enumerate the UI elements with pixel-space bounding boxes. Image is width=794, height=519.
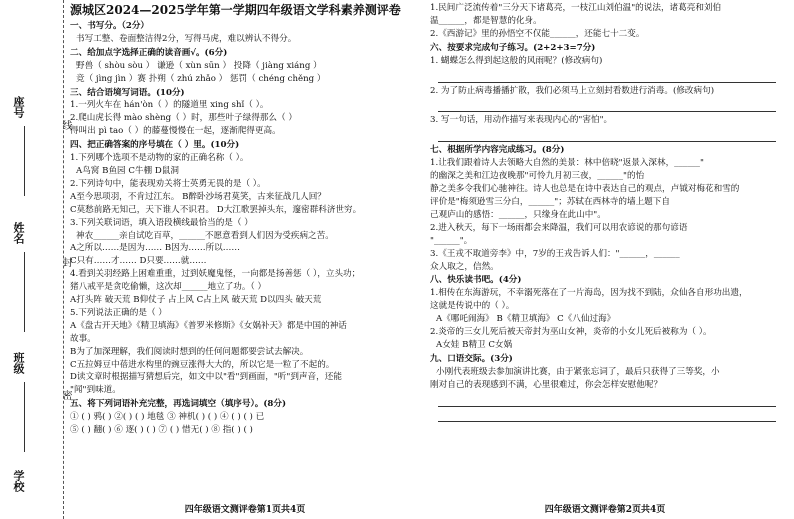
class-line [24, 382, 25, 452]
seal-mark-feng: 封 [60, 257, 71, 267]
section-9-heading: 九、口语交际。(3分) [430, 353, 513, 364]
section-4-q3-passage: 神农______亲自试吃百草，______不愿意看到人们因为受疾病之苦。 [76, 230, 334, 241]
page-1-footer: 四年级语文测评卷第1页共4页 [184, 505, 306, 515]
seat-line [24, 126, 25, 196]
section-4-q2-options-ab: A至今思项羽，不肯过江东。 B醉卧沙场君莫笑，古来征战几人回？ [70, 191, 326, 202]
section-4-q3-options-cd: C只有……才…… D只要……就…… [70, 256, 207, 267]
answer-line-6-2[interactable] [438, 100, 776, 112]
seal-mark-xian: 线 [60, 120, 71, 130]
name-label: 姓名 [12, 222, 25, 244]
section-1-heading: 一、书写分。（2分） [70, 21, 150, 31]
fill-q1: 1.民间广泛流传着"三分天下诸葛亮，一枝江山刘伯温"的说法，诸葛亮和刘伯 [430, 3, 722, 13]
page-1-column [70, 2, 420, 437]
section-4-q4: 4.看到关羽经路上困难重重，过到妖魔鬼怪，一向都是扬善惩（ ），立头功； [70, 269, 361, 280]
answer-line-6-3[interactable] [438, 130, 776, 142]
section-4-q3: 3.下列关联词语，填入语段横线最恰当的是（ ） [70, 217, 253, 228]
section-3-heading: 三、结合语境写词语。(10分) [70, 87, 185, 98]
page-2-footer: 四年级语文测评卷第2页共4页 [544, 505, 666, 515]
section-4-q1: 1.下列哪个选项不是动物的家的正确名称（ ）。 [70, 153, 249, 164]
seal-mark-mi: 密 [60, 390, 71, 400]
section-6-q2: 2. 为了防止病毒播播扩散，我们必须马上立刻封看数进行消毒。(修改病句) [430, 85, 715, 96]
section-9-body: 小刚代表班级去参加演讲比赛，由于紧张忘词了，最后只获得了三等奖，小 [436, 366, 720, 377]
section-4-q5: 5.下列说法正确的是（ ） [70, 307, 167, 318]
section-7-q3-b: 众人取之，信然。 [430, 261, 499, 272]
page-2-column [430, 2, 786, 424]
section-7-q1-e: 己观庐山的感悟：______，只缘身在此山中"。 [430, 209, 606, 220]
section-4-q4-cont: 猪八戒平是贪吃偷懒，这次却______地立了功。（ ） [70, 282, 267, 293]
section-4-q5-option-d-cont: "闻"到味道。 [70, 385, 121, 396]
section-4-q5-option-b: B为了加深理解，我们阅读时想到的任何问题都要尝试去解决。 [70, 346, 309, 357]
answer-line-6-1[interactable] [438, 71, 776, 83]
seat-label: 座号 [12, 96, 25, 118]
exam-title: 源城区2024—2025学年第一学期四年级语文学科素养测评卷 [70, 3, 401, 17]
section-6-q1: 1. 蝴蝶怎么得到起这般的风雨呢？(修改病句) [430, 55, 603, 66]
section-4-q5-option-d: D读文章时根据描写猜想后完，如文中以"看"到画面，"听"到声音，还能 [70, 372, 342, 383]
name-line [24, 252, 25, 332]
section-8-q1-options: A《哪吒闹海》 B《精卫填海》 C《八仙过海》 [436, 314, 616, 325]
section-7-q1-b: 的幽深之美和江边夜晚那"可怜九月初三夜，______"的怡 [430, 171, 645, 182]
section-3-q2: 2.爬山虎长得 mào shèng（ ）时，那些叶子绿得那么（ ） [70, 113, 297, 124]
answer-line-9-2[interactable] [438, 410, 776, 422]
section-4-q2: 2.下列诗句中，能表现劝关将士英勇无畏的是（ ）。 [70, 178, 266, 189]
section-4-q1-options: A鸟窝 B鱼园 C牛棚 D鼠洞 [76, 165, 179, 176]
section-8-heading: 八、快乐读书吧。(4分) [430, 275, 522, 286]
section-4-q3-options-ab: A之所以……是因为…… B因为……所以…… [70, 243, 240, 254]
section-4-q5-option-a-cont: 故事。 [70, 333, 96, 344]
seal-dashed-line [63, 0, 64, 519]
idiom-row-2: ⑤ ( ) 翻( ) ⑥ 逐( ) ( ) ⑦ ( ) 惜无( ) ⑧ 指( ) ( ) [70, 425, 253, 436]
section-4-q5-option-c: C五拉姆豆中蓓进水构里的豌豆涨得大大的，所以它是一粒了不起的。 [70, 359, 335, 370]
section-4-q4-options: A打头阵 破天荒 B仰仗子 占上风 C占上风 破天荒 D以四头 破天荒 [70, 295, 322, 306]
pinyin-row-1: 野兽（ shòu sòu ） 谦逊（ xùn sūn ） 投降（ jiàng xiáng ） [76, 60, 322, 71]
section-7-q2: 2.进入秋天，每下一场雨都会来降温，我们可以用农谚说的那句谚语 [430, 222, 688, 233]
section-1-body: 书写工整、卷面整洁得2分，写得马虎，难以辨认不得分。 [76, 33, 297, 44]
section-8-q1: 1.相传在东海游玩，不幸溺死落在了一片海岛，因为找不到陆，众仙各自形功出遗， [430, 288, 748, 299]
section-2-heading: 二、给加点字选择正确的读音画√。(6分) [70, 47, 228, 58]
answer-line-9-1[interactable] [438, 395, 776, 407]
section-7-q3: 3.《王戎不取道旁李》中，7岁的王戎告诉人们："______，______ [430, 248, 680, 259]
section-4-q5-option-a: A《盘古开天地》《精卫填海》《普罗米修斯》《女娲补天》都是中国的神话 [70, 320, 347, 331]
fill-q1-cont: 温______，都是智慧的化身。 [430, 15, 542, 26]
class-label: 班级 [12, 352, 25, 374]
section-5-heading: 五、将下列词语补充完整，再选词填空（填序号）。(8分) [70, 399, 287, 410]
school-label: 学校 [12, 470, 25, 492]
section-6-q3: 3. 写一句话，用动作描写来表现内心的"害怕"。 [430, 115, 613, 126]
section-7-q1-c: 静之美多令我们心驰神往。诗人也总是在诗中表达自己的观点，卢钺对梅花和雪的 [430, 184, 740, 195]
section-3-q2-cont: 得叫出 pì tao（ ）的藤蔓慢慢在一起，逐渐爬得更高。 [70, 126, 281, 137]
section-8-q1-b: 这就是传说中的（ ）。 [430, 301, 515, 312]
section-7-heading: 七、根据所学内容完成练习。(8分) [430, 145, 565, 156]
section-4-q2-options-cd: C莫愁前路无知己，天下谁人不识君。 D大江歌罢掉头东，邃密群科济世穷。 [70, 204, 362, 215]
section-3-q1: 1.一列火车在 hán'òn（ ）的隧道里 xing shǐ（ ）。 [70, 100, 269, 111]
section-8-q2: 2.炎帝的三女儿死后被天帝封为巫山女神，炎帝的小女儿死后被称为（ ）。 [430, 327, 712, 338]
section-7-q1-d: 评价是"梅须逊雪三分白，______"；苏轼在西林寺的墙上题下自 [430, 196, 670, 207]
pinyin-row-2: 竞（ jìng jìn ）赛 扑朔（ zhú zhǎo ） 惩罚（ chéng chěng ） [76, 73, 326, 84]
section-4-heading: 四、把正确答案的序号填在（ ）里。(10分) [70, 140, 240, 151]
fill-q2: 2.《西游记》里的孙悟空不仅能______，还能七十二变。 [430, 28, 645, 39]
section-7-q2-b: "______"。 [430, 235, 473, 246]
section-7-q1: 1.让我们跟着诗人去领略大自然的美景：林中倍晓"返景入深林，______" [430, 158, 704, 169]
section-6-heading: 六、按要求完成句子练习。(2+2+3=7分) [430, 42, 596, 53]
section-8-q2-options: A女娃 B精卫 C女娲 [436, 339, 513, 350]
idiom-row-1: ① ( ) 鸦( ) ②( ) ( ) 地毯 ③ 神机( ) ( ) ④ ( ) ( ) 已 [70, 412, 265, 423]
section-9-body-cont: 刚对自己的表现感到不满，心里很难过，你会怎样安慰他呢？ [430, 379, 663, 390]
binding-strip [0, 0, 71, 519]
